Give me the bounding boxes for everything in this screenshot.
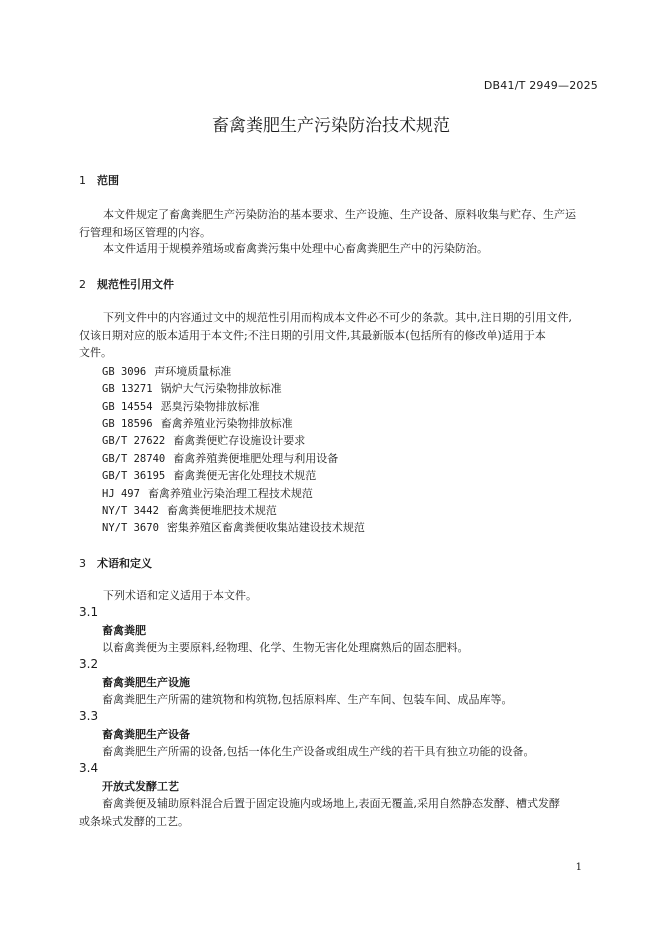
- reference-code: GB 14554: [102, 401, 153, 413]
- reference-title: 畜禽粪便无害化处理技术规范: [173, 469, 317, 482]
- term-definition: 畜禽粪肥生产所需的建筑物和构筑物,包括原料库、生产车间、包装车间、成品库等。: [102, 693, 513, 706]
- reference-item: [102, 398, 260, 414]
- reference-title: 恶臭污染物排放标准: [160, 400, 260, 413]
- reference-item: [102, 519, 365, 535]
- section-number: 1: [79, 174, 86, 187]
- reference-item: [102, 467, 316, 483]
- reference-title: 锅炉大气污染物排放标准: [160, 382, 282, 395]
- section-heading-terms: [79, 555, 152, 571]
- term-heading: 畜禽粪肥生产设备: [102, 728, 190, 741]
- reference-code: GB 13271: [102, 383, 153, 395]
- document-id: DB41/T 2949—2025: [483, 79, 598, 92]
- reference-item: [102, 415, 293, 431]
- section-title: 规范性引用文件: [97, 278, 174, 291]
- scope-paragraph-1: [79, 206, 599, 241]
- clause-number: 3.4: [79, 761, 99, 775]
- term-definition-continued: 或条垛式发酵的工艺。: [79, 815, 189, 828]
- reference-title: 畜禽养殖粪便堆肥处理与利用设备: [173, 452, 339, 465]
- text-line: 文件。: [79, 346, 112, 359]
- term-definition: 畜禽粪便及辅助原料混合后置于固定设施内或场地上,表面无覆盖,采用自然静态发酵、槽式发酵: [102, 797, 560, 810]
- term-definition: 畜禽粪肥生产所需的设备,包括一体化生产设备或组成生产线的若干具有独立功能的设备。: [102, 745, 535, 758]
- term-heading: 畜禽粪肥: [102, 624, 146, 637]
- reference-code: GB/T 27622: [102, 435, 166, 447]
- section-number: 3: [79, 557, 86, 570]
- section-heading-scope: [79, 172, 119, 188]
- reference-code: GB 3096: [102, 366, 147, 378]
- section-number: 2: [79, 278, 86, 291]
- reference-code: GB/T 28740: [102, 453, 166, 465]
- reference-item: [102, 502, 277, 518]
- reference-item: [102, 363, 231, 379]
- reference-item: [102, 485, 313, 501]
- section-heading-normative-references: [79, 276, 174, 292]
- page-title: 畜禽粪肥生产污染防治技术规范: [212, 116, 450, 136]
- reference-item: [102, 450, 338, 466]
- reference-code: GB 18596: [102, 418, 153, 430]
- term-definition: 以畜禽粪便为主要原料,经物理、化学、生物无害化处理腐熟后的固态肥料。: [102, 641, 469, 654]
- section-title: 术语和定义: [97, 557, 152, 570]
- reference-code: GB/T 36195: [102, 470, 166, 482]
- page-number: 1: [575, 862, 582, 873]
- text-line: 仅该日期对应的版本适用于本文件;不注日期的引用文件,其最新版本(包括所有的修改单)适用于本: [79, 328, 546, 342]
- reference-code: NY/T 3670: [102, 522, 159, 534]
- term-heading: 开放式发酵工艺: [102, 780, 179, 793]
- term-heading: 畜禽粪肥生产设施: [102, 676, 190, 689]
- scope-paragraph-2: 本文件适用于规模养殖场或畜禽粪污集中处理中心畜禽粪肥生产中的污染防治。: [103, 242, 488, 255]
- reference-title: 畜禽养殖业污染治理工程技术规范: [147, 487, 313, 500]
- text-line: 下列文件中的内容通过文中的规范性引用而构成本文件必不可少的条款。其中,注日期的引用文件,: [103, 311, 572, 324]
- reference-title: 密集养殖区畜禽粪便收集站建设技术规范: [166, 521, 365, 534]
- reference-code: NY/T 3442: [102, 505, 159, 517]
- reference-title: 畜禽粪便堆肥技术规范: [166, 504, 277, 517]
- reference-title: 声环境质量标准: [154, 365, 232, 378]
- clause-number: 3.3: [79, 709, 99, 723]
- text-line: 行管理和场区管理的内容。: [79, 225, 211, 239]
- reference-item: [102, 432, 305, 448]
- terms-intro: 下列术语和定义适用于本文件。: [103, 589, 257, 602]
- reference-title: 畜禽养殖业污染物排放标准: [160, 417, 293, 430]
- clause-number: 3.2: [79, 657, 99, 671]
- clause-number: 3.1: [79, 605, 99, 619]
- reference-title: 畜禽粪便贮存设施设计要求: [173, 434, 306, 447]
- section-title: 范围: [97, 174, 119, 187]
- text-line: 本文件规定了畜禽粪肥生产污染防治的基本要求、生产设施、生产设备、原料收集与贮存、生产运: [103, 208, 576, 221]
- normative-intro: [79, 309, 599, 362]
- reference-code: HJ 497: [102, 488, 140, 500]
- reference-item: [102, 380, 282, 396]
